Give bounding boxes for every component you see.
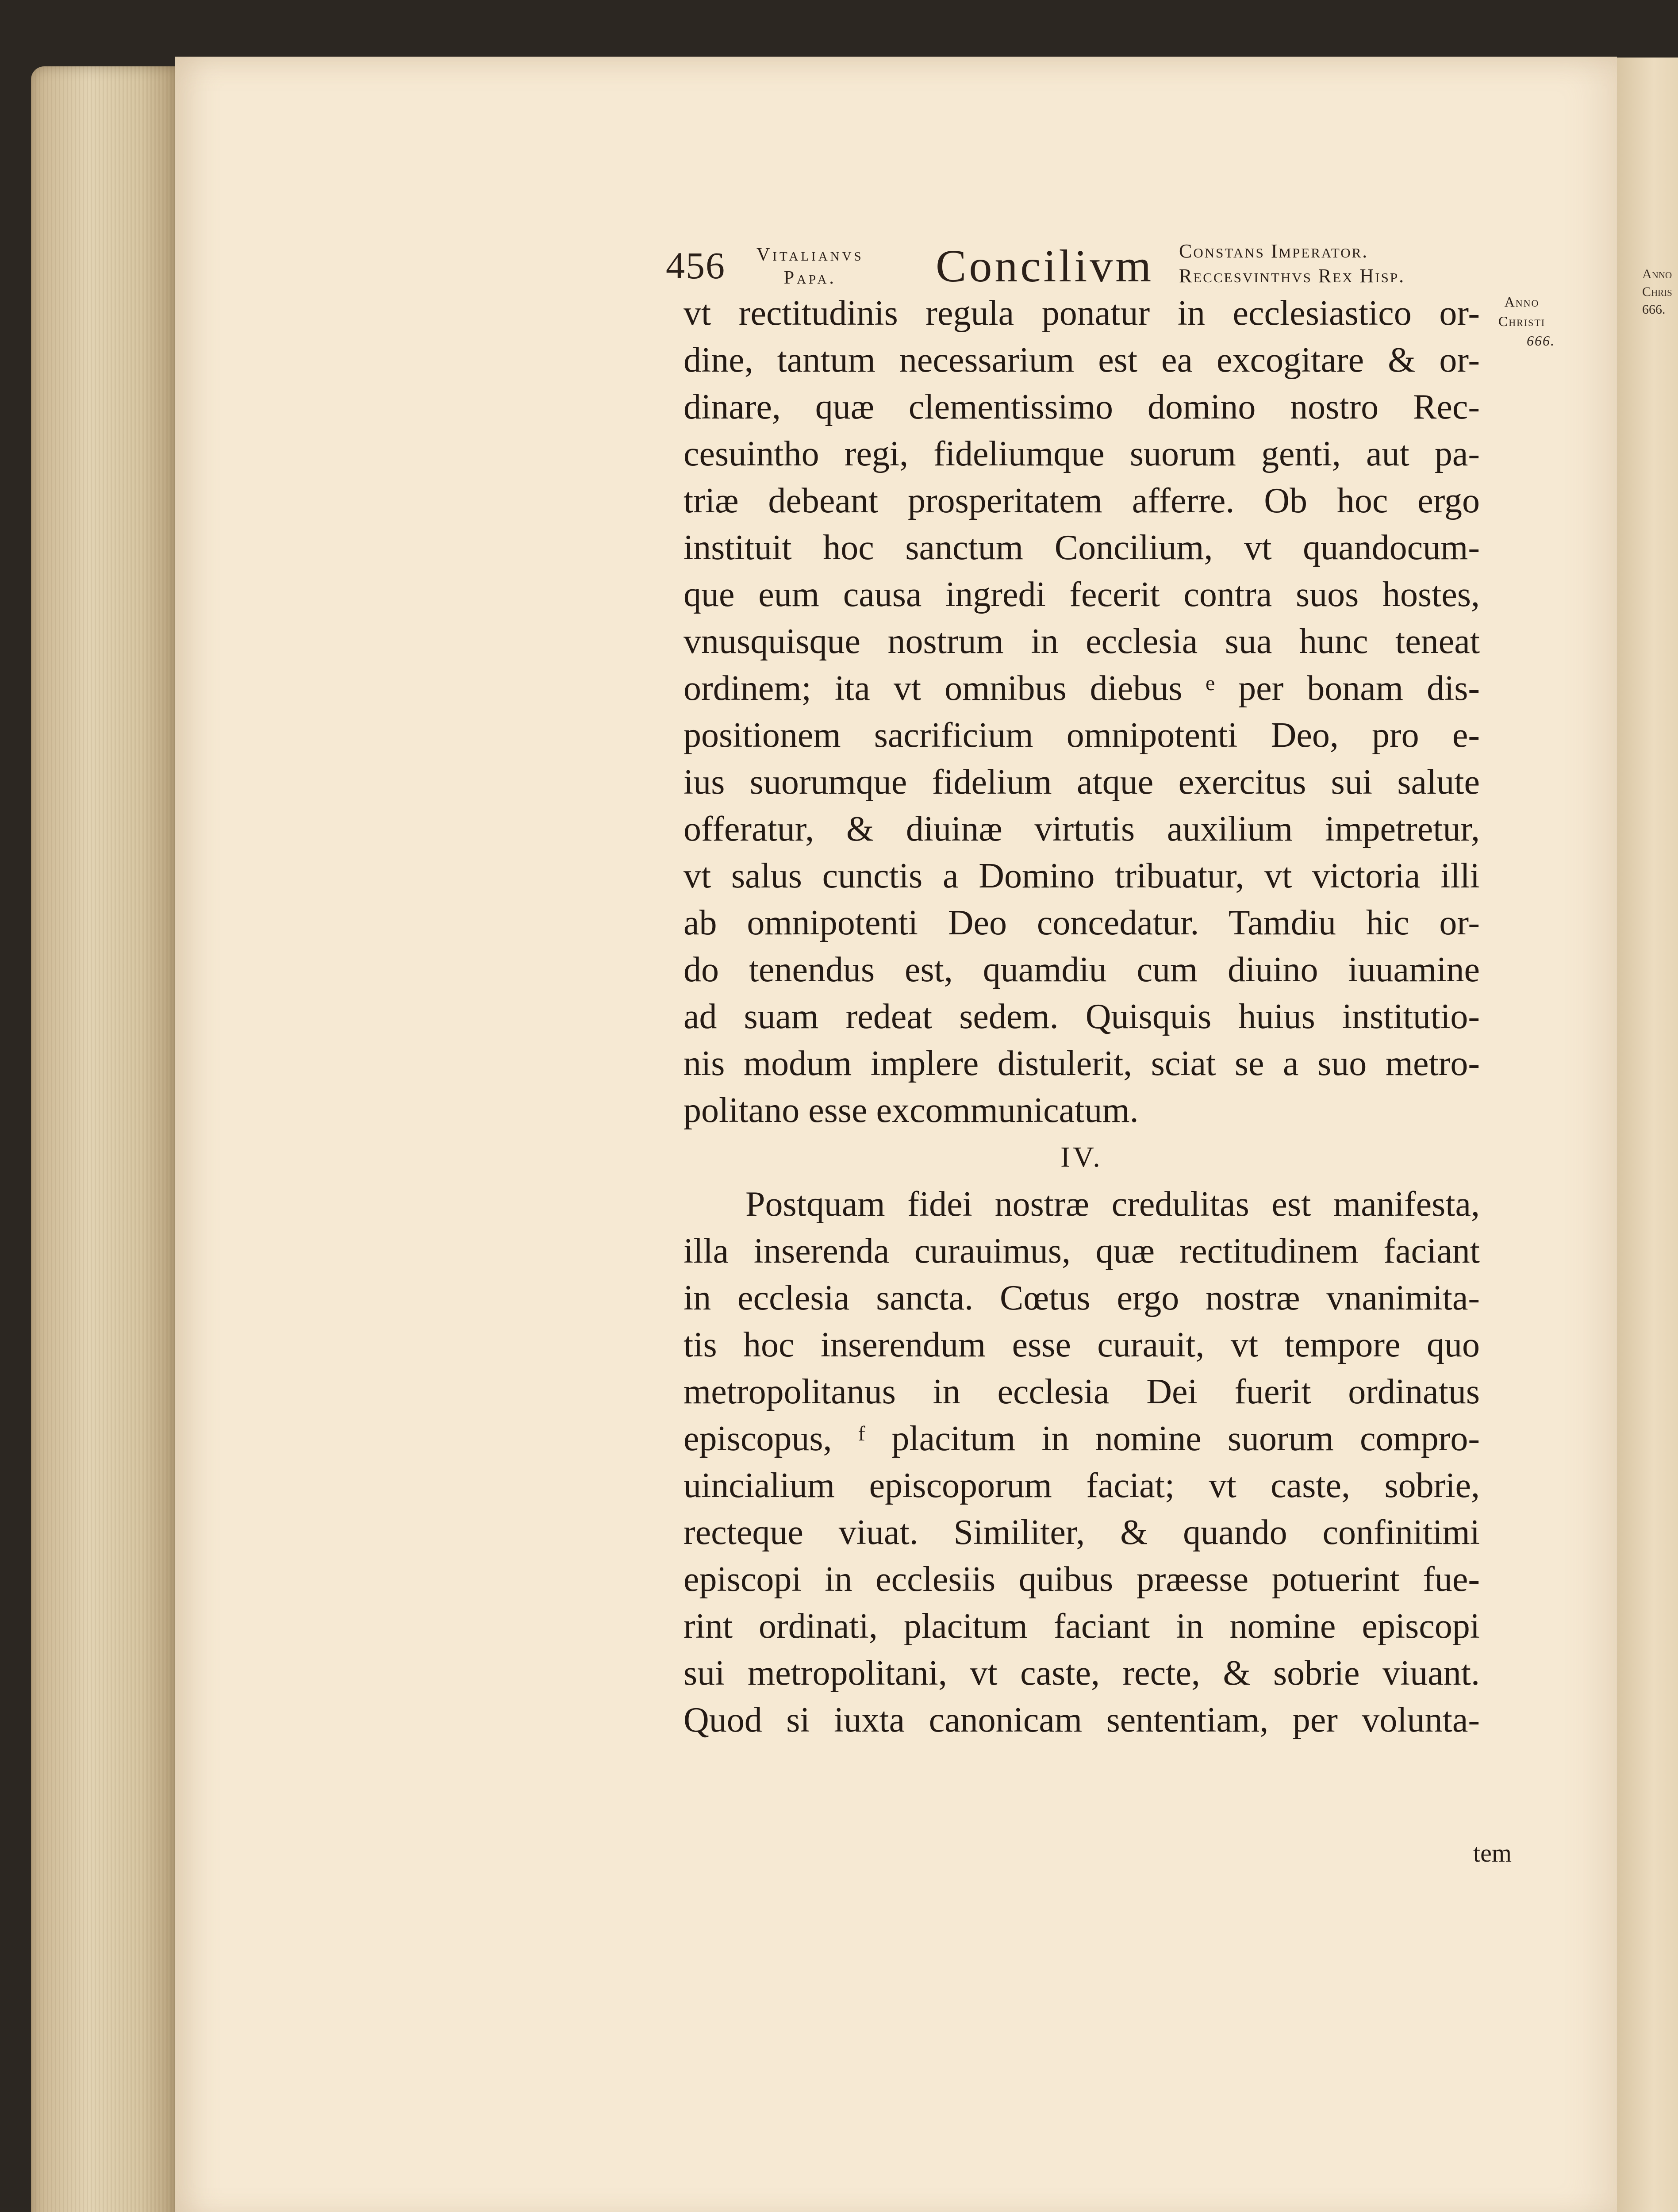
text-line: rint ordinati, placitum faciant in nomine episcopi xyxy=(683,1607,1480,1646)
text-line: cesuintho regi, fideliumque suorum genti, aut pa- xyxy=(683,434,1480,473)
text-line: ad suam redeat sedem. Quisquis huius institutio- xyxy=(683,997,1480,1036)
facing-page xyxy=(1617,58,1678,2212)
paragraph-section-iv xyxy=(683,1181,1480,1743)
text-line: vnusquisque nostrum in ecclesia sua hunc teneat xyxy=(683,622,1480,661)
body-text xyxy=(683,290,1480,1743)
book-page-edges xyxy=(31,66,177,2212)
text-line: episcopus, ᶠ placitum in nomine suorum compro- xyxy=(683,1419,1480,1458)
text-line: metropolitanus in ecclesia Dei fuerit ordinatus xyxy=(683,1372,1480,1411)
text-line: positionem sacrificium omnipotenti Deo, pro e- xyxy=(683,716,1480,755)
text-line: tis hoc inserendum esse curauit, vt tempore quo xyxy=(683,1325,1480,1364)
header-left-line: Vitalianvs xyxy=(756,245,864,265)
margin-note-line: Anno xyxy=(1504,294,1540,310)
margin-note-line: 666. xyxy=(1527,333,1555,349)
text-line: recteque viuat. Similiter, & quando confinitimi xyxy=(683,1513,1480,1552)
text-line: ordinem; ita vt omnibus diebus ᵉ per bonam dis- xyxy=(683,669,1480,708)
page-number: 456 xyxy=(666,244,726,287)
text-line: triæ debeant prosperitatem afferre. Ob hoc ergo xyxy=(683,481,1480,520)
text-line: dine, tantum necessarium est ea excogitare & or- xyxy=(683,341,1480,380)
header-right-line: Constans Imperator. xyxy=(1179,240,1369,262)
text-line: Postquam fidei nostræ credulitas est manifesta, xyxy=(745,1185,1480,1224)
facing-margin-line: Anno xyxy=(1642,267,1672,281)
facing-margin-line: 666. xyxy=(1642,302,1666,317)
section-heading: IV. xyxy=(1060,1141,1103,1173)
text-line: vt rectitudinis regula ponatur in ecclesiastico or- xyxy=(683,294,1480,333)
margin-note-year xyxy=(1489,292,1555,350)
text-line: episcopi in ecclesiis quibus præesse potuerint fue- xyxy=(683,1560,1480,1599)
text-line: vt salus cunctis a Domino tribuatur, vt victoria illi xyxy=(683,856,1480,895)
text-line: do tenendus est, quamdiu cum diuino iuuamine xyxy=(683,950,1480,989)
facing-margin-line: Chris xyxy=(1642,284,1672,299)
facing-page-margin-note xyxy=(1642,265,1678,319)
header-left xyxy=(756,243,864,289)
paragraph-continued xyxy=(683,290,1480,1134)
header-right-line: Reccesvinthvs Rex Hisp. xyxy=(1179,265,1405,287)
text-line: dinare, quæ clementissimo domino nostro Rec- xyxy=(683,388,1480,426)
text-line: instituit hoc sanctum Concilium, vt quandocum- xyxy=(683,528,1480,567)
text-line: sui metropolitani, vt caste, recte, & sobrie viuant. xyxy=(683,1654,1480,1693)
text-line: ius suorumque fidelium atque exercitus sui salute xyxy=(683,763,1480,802)
running-header xyxy=(666,230,1484,296)
header-title: Concilivm xyxy=(936,241,1154,292)
margin-note-line: Christi xyxy=(1498,313,1546,329)
text-line: uincialium episcoporum faciat; vt caste, sobrie, xyxy=(683,1466,1480,1505)
text-line: nis modum implere distulerit, sciat se a suo metro- xyxy=(683,1044,1480,1083)
text-line: ab omnipotenti Deo concedatur. Tamdiu hic or- xyxy=(683,903,1480,942)
text-line: in ecclesia sancta. Cœtus ergo nostræ vnanimita- xyxy=(683,1279,1480,1317)
text-line: que eum causa ingredi fecerit contra suos hostes, xyxy=(683,575,1480,614)
text-line: illa inserenda curauimus, quæ rectitudinem faciant xyxy=(683,1232,1480,1271)
header-left-line: Papa. xyxy=(783,268,837,288)
text-line: offeratur, & diuinæ virtutis auxilium impetretur, xyxy=(683,810,1480,849)
header-right xyxy=(1179,239,1405,288)
catchword: tem xyxy=(1473,1839,1512,1867)
text-line: politano esse excommunicatum. xyxy=(683,1091,1139,1130)
text-line: Quod si iuxta canonicam sententiam, per volunta- xyxy=(683,1701,1480,1740)
